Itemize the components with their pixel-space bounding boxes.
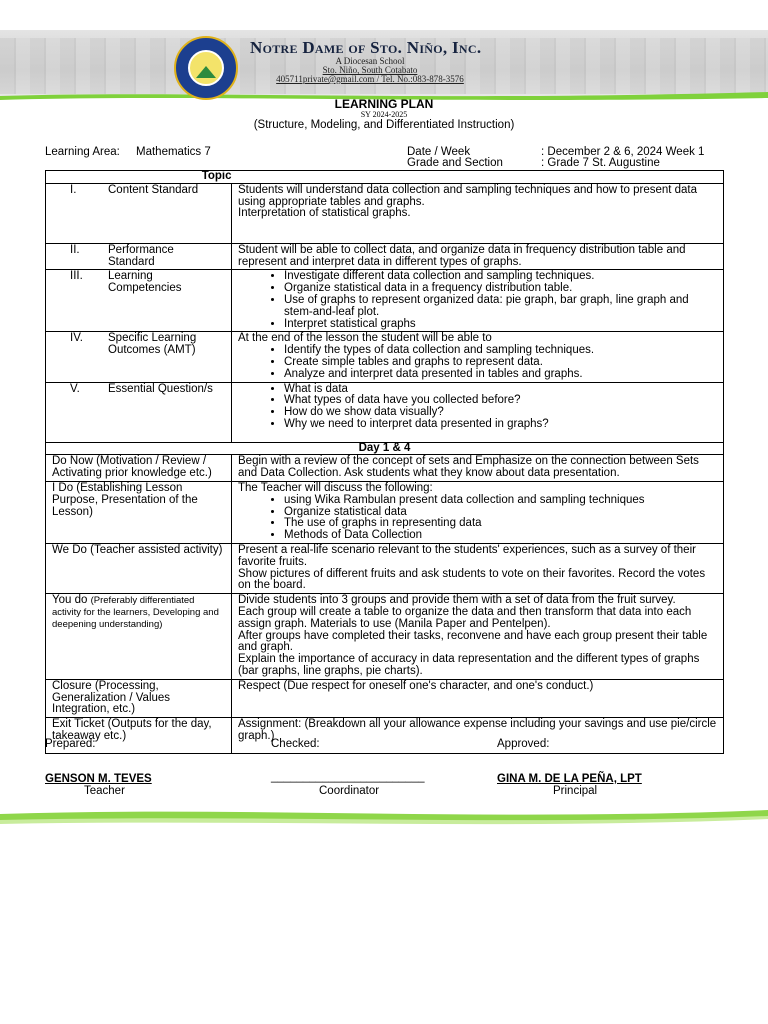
content-standard-text: Interpretation of statistical graphs. — [238, 207, 411, 220]
row-label: I Do (Establishing Lesson Purpose, Presentation of the Lesson) — [46, 481, 232, 543]
coordinator-signature-line: ________________________ — [271, 771, 425, 783]
grade-label: Grade and Section — [407, 157, 503, 169]
row-content: Begin with a review of the concept of sets and Emphasize on the connection between Sets and Data Collection. Ask students what they know about data presentation. — [232, 455, 724, 482]
school-seal-icon — [174, 36, 238, 100]
questions-list — [238, 384, 717, 431]
table-row — [46, 183, 724, 243]
list-item: • Methods of Data Collection — [284, 530, 717, 542]
section-number: V. — [70, 382, 80, 395]
outcomes-list — [238, 345, 717, 380]
performance-standard-text: Student will be able to collect data, and organize data in frequency distribution table and represent and interpret data in different types of graphs. — [232, 243, 724, 270]
list-item: • Identify the types of data collection and sampling techniques. — [284, 345, 717, 357]
table-row — [46, 594, 724, 680]
date-value: : December 2 & 6, 2024 Week 1 — [541, 146, 705, 158]
table-row — [46, 679, 724, 717]
section-label: Learning Competencies — [108, 270, 182, 295]
section-label: Performance Standard — [108, 243, 174, 268]
teacher-name: GENSON M. TEVES — [45, 773, 152, 785]
section-number: I. — [70, 183, 77, 196]
table-row — [46, 382, 724, 442]
list-item: • Why we need to interpret data presented in graphs? — [284, 419, 717, 431]
section-number: IV. — [70, 332, 84, 345]
doc-subtitle: (Structure, Modeling, and Differentiated Instruction) — [253, 119, 515, 131]
teacher-role: Teacher — [84, 785, 125, 797]
approved-label: Approved: — [497, 738, 550, 750]
competencies-list — [238, 271, 717, 330]
list-item: • Investigate different data collection and sampling techniques. — [284, 271, 717, 283]
list-item: • What types of data have you collected before? — [284, 395, 717, 407]
list-item: • How do we show data visually? — [284, 407, 717, 419]
list-item: • The use of graphs in representing data — [284, 518, 717, 530]
row-label: We Do (Teacher assisted activity) — [46, 543, 232, 593]
section-number: III. — [70, 270, 83, 283]
date-label: Date / Week — [407, 146, 471, 158]
section-number: II. — [70, 243, 80, 256]
school-address: Sto. Niño, South Cotabato — [322, 65, 418, 75]
content-standard-text: Students will understand data collection and sampling techniques and how to present data using appropriate tables and graphs. — [238, 183, 698, 208]
row-content: Divide students into 3 groups and provide them with a set of data from the fruit survey. — [238, 594, 676, 607]
list-item: • Interpret statistical graphs — [284, 319, 717, 331]
row-content: Present a real-life scenario relevant to the students' experiences, such as a survey of their favorite fruits. — [238, 543, 696, 568]
section-label: Specific Learning Outcomes (AMT) — [108, 332, 197, 357]
topic-header-row — [46, 171, 724, 184]
list-item: • Organize statistical data — [284, 507, 717, 519]
coordinator-role: Coordinator — [319, 785, 380, 797]
row-content: Respect (Due respect for oneself one's character, and one's conduct.) — [232, 679, 724, 717]
checked-label: Checked: — [271, 738, 320, 750]
list-item: • What is data — [284, 384, 717, 396]
row-intro: The Teacher will discuss the following: — [238, 481, 433, 494]
list-item: • Use of graphs to represent organized data: pie graph, bar graph, line graph and stem-and-leaf plot. — [284, 295, 717, 319]
row-label-note: (Preferably differentiated activity for the learners, Developing and deepening understanding) — [52, 595, 219, 630]
learning-area-value: Mathematics 7 — [136, 146, 211, 158]
table-row — [46, 481, 724, 543]
day-header-row — [46, 442, 724, 455]
outcomes-intro: At the end of the lesson the student will be able to — [238, 332, 492, 345]
row-content: Assignment: (Breakdown all your allowance expense including your savings and use pie/circle graph.) — [232, 718, 724, 754]
school-contact: 405711private@gmail.com / Tel. No.:083-878-3576 — [276, 74, 464, 84]
list-item: • Organize statistical data in a frequency distribution table. — [284, 283, 717, 295]
row-content: Show pictures of different fruits and ask students to vote on their favorites. Record the votes on the board. — [238, 567, 706, 592]
school-name: Notre Dame of Sto. Niño, Inc. — [250, 38, 482, 57]
table-row — [46, 243, 724, 270]
section-label: Content Standard — [108, 183, 199, 196]
principal-role: Principal — [553, 785, 598, 797]
table-row — [46, 270, 724, 332]
learning-area-label: Learning Area: — [45, 146, 120, 158]
table-row — [46, 332, 724, 382]
table-row — [46, 718, 724, 754]
day-header: Day 1 & 4 — [46, 442, 724, 455]
list-item: • Analyze and interpret data presented in tables and graphs. — [284, 369, 717, 381]
row-content: After groups have completed their tasks, reconvene and have each group present their table and graph. — [238, 629, 708, 654]
doc-title: LEARNING PLAN — [334, 97, 434, 111]
row-content: Each group will create a table to organize the data and then transform that data into each assign graph. Materials to use (Manila Paper and Pentelpen). — [238, 605, 692, 630]
row-label: Closure (Processing, Generalization / Values Integration, etc.) — [46, 679, 232, 717]
topic-header: Topic — [46, 171, 232, 184]
section-label: Essential Question/s — [108, 382, 213, 395]
table-row — [46, 543, 724, 593]
discussion-list — [238, 495, 717, 542]
list-item: • using Wika Rambulan present data collection and sampling techniques — [284, 495, 717, 507]
table-row — [46, 455, 724, 482]
row-label: You do — [52, 594, 88, 607]
prepared-label: Prepared: — [45, 738, 96, 750]
row-label: Exit Ticket (Outputs for the day, takeaway etc.) — [46, 718, 232, 754]
list-item: • Create simple tables and graphs to represent data. — [284, 357, 717, 369]
row-content: Explain the importance of accuracy in data representation and the different types of graphs (bar graphs, line graphs, pie charts). — [238, 653, 700, 677]
school-year: SY 2024-2025 — [360, 110, 408, 119]
row-label: Do Now (Motivation / Review / Activating prior knowledge etc.) — [46, 455, 232, 482]
green-swoosh-bottom — [0, 804, 768, 828]
school-subtitle: A Diocesan School — [335, 56, 405, 66]
grade-value: : Grade 7 St. Augustine — [541, 157, 660, 169]
learning-plan-table — [45, 170, 724, 754]
principal-name: GINA M. DE LA PEÑA, LPT — [497, 773, 642, 785]
